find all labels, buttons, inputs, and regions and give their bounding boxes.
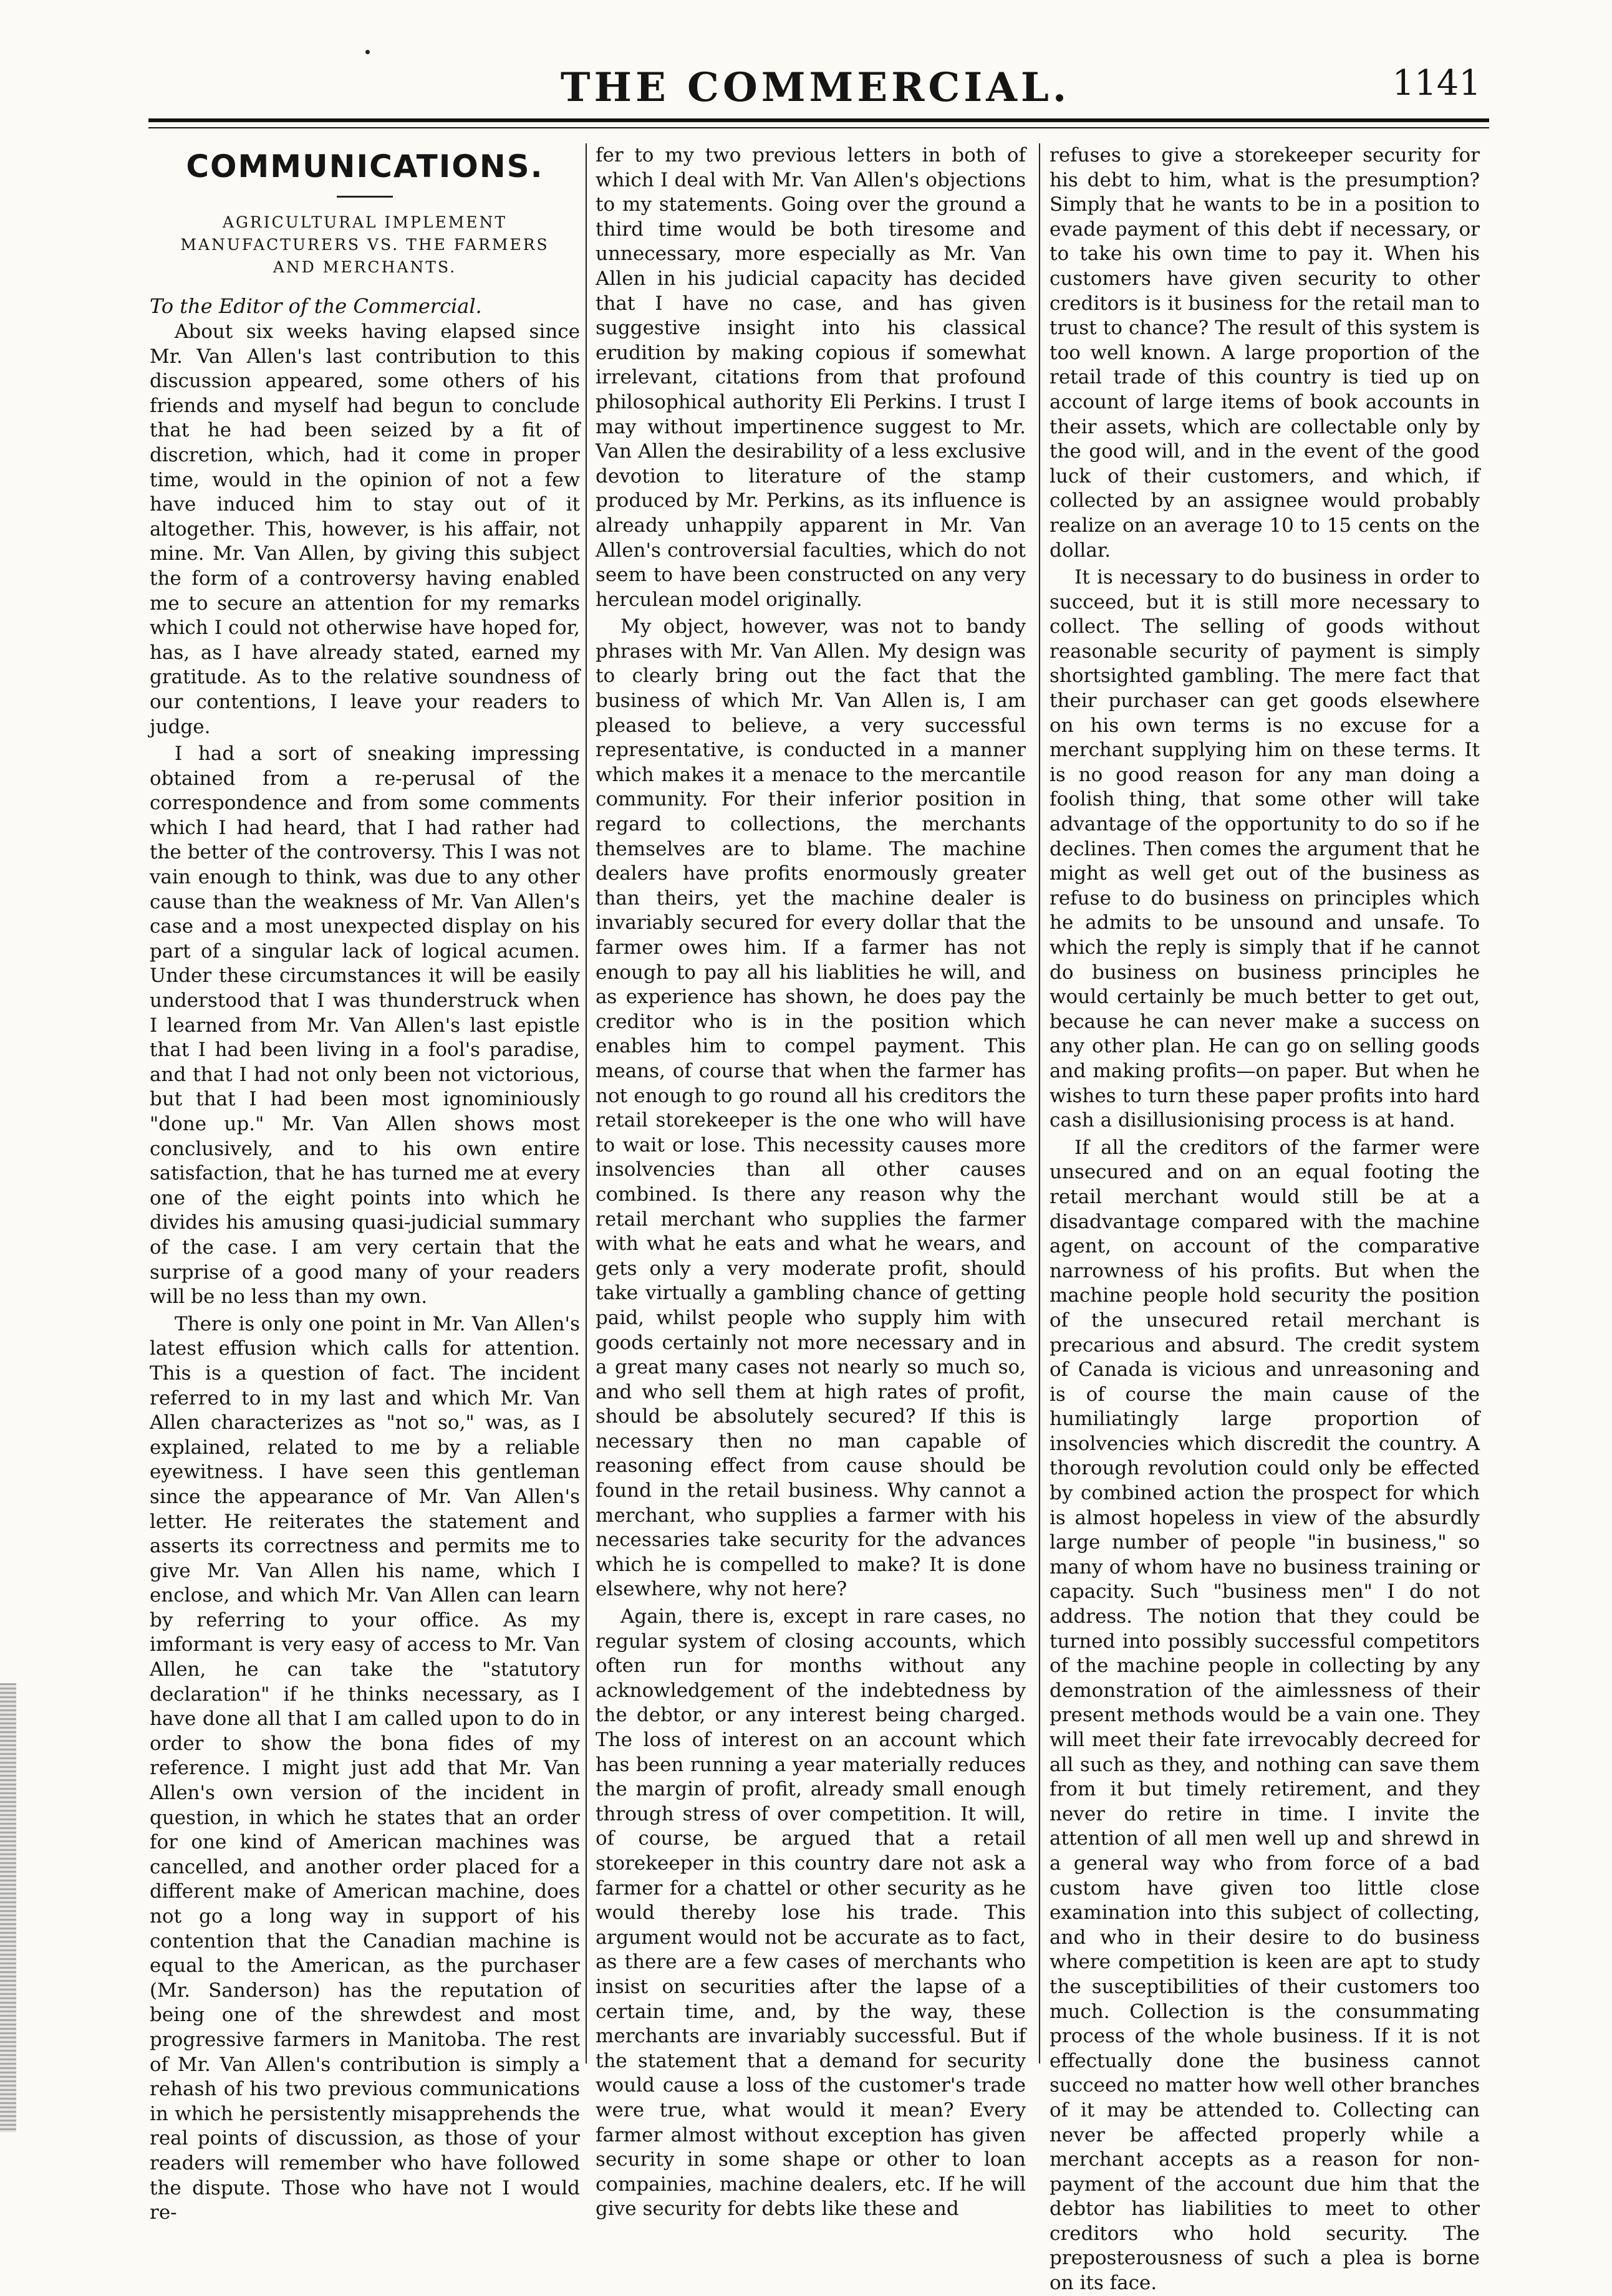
header-rule-thick (148, 118, 1489, 122)
paragraph: Again, there is, except in rare cases, no regular system of closing accounts, which often run for months without any acknowledgement of the indebtedness by the debtor, or any interest being charged. The loss of interest on an account which has been running a year materially reduces the margin of profit, already small enough through stress of over competition. It will, of course, be argued that a retail storekeeper in this country dare not ask a farmer for a chattel or other security as he would thereby lose his trade. This argument would not be accurate as to fact, as there are a few cases of merchants who insist on securities after the lapse of a certain time, and, by the way, these merchants are invariably successful. But if the statement that a demand for security would cause a loss of the customer's trade were true, what would it mean? Every farmer almost without exception has given security in some shape or other to loan compainies, machine dealers, etc. If he will give security for debts like these and (596, 1605, 1026, 2221)
paragraph: fer to my two previous letters in both of which I deal with Mr. Van Allen's objections to my statements. Going over the ground a third time would be both tiresome and unnecessary, more especially as Mr. Van Allen in his judicial capacity has decided that I have no case, and has given suggestive insight into his classical erudition by making copious if somewhat irrelevant, citations from that profound philosophical authority Eli Perkins. I trust I may without impertinence suggest to Mr. Van Allen the desirability of a less exclusive devotion to literature of the stamp produced by Mr. Perkins, as its influence is already unhappily apparent in Mr. Van Allen's controversial faculties, which do not seem to have been constructed on any very herculean model originally. (596, 144, 1026, 611)
paragraph: There is only one point in Mr. Van Allen's latest effusion which calls for attention. This is a question of fact. The incident referred to in my last and which Mr. Van Allen characterizes as "not so," was, as I explained, related to me by a reliable eyewitness. I have seen this gentleman since the appearance of Mr. Van Allen's letter. He reiterates the statement and asserts its correctness and permits me to give Mr. Van Allen his name, which I enclose, and which Mr. Van Allen can learn by referring to your office. As my imformant is very easy of access to Mr. Van Allen, he can take the "statutory declaration" if he thinks necessary, as I have done all that I am called upon to do in order to show the bona fides of my reference. I might just add that Mr. Van Allen's own version of the incident in question, in which he states that an order for one kind of American machines was cancelled, and another order placed for a different make of American machine, does not go a long way in support of his contention that the Canadian machine is equal to the American, as the purchaser (Mr. Sanderson) has the reputation of being one of the shrewdest and most progressive farmers in Manitoba. The rest of Mr. Van Allen's contribution is simply a rehash of his two previous communications in which he persistently misapprehends the real points of discussion, as those of your readers will remember who have followed the dispute. Those who have not I would re- (150, 1312, 580, 2224)
paragraph: My object, however, was not to bandy phrases with Mr. Van Allen. My design was to clearly bring out the fact that the business of which Mr. Van Allen is, I am pleased to believe, a very successful representative, is conducted in a manner which makes it a menace to the mercantile community. For their inferior position in regard to collections, the merchants themselves are to blame. The machine dealers have profits enormously greater than theirs, yet the machine dealer is invariably secured for every dollar that the farmer owes him. If a farmer has not enough to pay all his liablities he will, and as experience has shown, he does pay the creditor who is in the position which enables him to compel payment. This means, of course that when the farmer has not enough to go round all his creditors the retail storekeeper is the one who will have to wait or lose. This necessity causes more insolvencies than all other causes combined. Is there any reason why the retail merchant who supplies the farmer with what he eats and what he wears, and gets only a very moderate profit, should take virtually a gambling chance of getting paid, whilst people who supply him with goods certainly not more necessary and in a great many cases not nearly so much so, and who sell them at high rates of profit, should be absolutely secured? If this is necessary then no man capable of reasoning effect from cause should be found in the retail business. Why cannot a merchant, who supplies a farmer with his necessaries take security for the advances which he is compelled to make? It is done elsewhere, why not here? (596, 615, 1026, 1601)
header-rule-thin (148, 127, 1489, 128)
page-edge-shadow (0, 1683, 16, 2132)
page-number: 1141 (1392, 63, 1481, 103)
paragraph: If all the creditors of the farmer were unsecured and on an equal footing the retail merchant would still be at a disadvantage compared with the machine agent, on account of the comparative narrowness of his profits. But when the machine people hold security the position of the unsecured retail merchant is precarious and absurd. The credit system of Canada is vicious and unreasoning and is of course the main cause of the humiliatingly large proportion of insolvencies which discredit the country. A thorough revolution could only be effected by combined action the prospect for which is almost hopeless in view of the absurdly large number of people "in business," so many of whom have no business training or capacity. Such "business men" I do not address. The notion that they could be turned into possibly successful competitors of the machine people in collecting by any demonstration of the aimlessness of their present methods would be a vain one. They will meet their fate irrevocably decreed for all such as they, and nothing can save them from it but timely retirement, and they never do retire in time. I invite the attention of all men well up and shrewd in a general way who from force of a bad custom have given too little close examination into this subject of collecting, and who in their desire to do business where competition is keen are apt to study the susceptibilities of their customers too much. Collection is the consummating process of the whole business. If it is not effectually done the business cannot succeed no matter how well other branches of it may be attended to. Collecting can never be affected properly while a merchant accepts as a reason for non-payment of the account due him that the debtor has liabilities to meet to other creditors who hold security. The preposterousness of such a plea is borne on its face. (1050, 1136, 1480, 2295)
column-divider (586, 143, 587, 2063)
page-header (143, 59, 1487, 109)
section-heading: COMMUNICATIONS. (186, 148, 544, 185)
column-2 (596, 143, 1026, 2221)
paragraph: About six weeks having elapsed since Mr. Van Allen's last contribution to this discussion appeared, some others of his friends and myself had begun to conclude that he had been seized by a fit of discretion, which, had it come in proper time, would in the opinion of not a few have induced him to stay out of it altogether. This, however, is his affair, not mine. Mr. Van Allen, by giving this subject the form of a controversy having enabled me to secure an attention for my remarks which I could not otherwise have hoped for, has, as I have already stated, earned my gratitude. As to the relative soundness of our contentions, I leave your readers to judge. (150, 320, 580, 738)
column-divider (1039, 143, 1040, 2063)
column-1 (150, 143, 580, 2224)
article-subhead: AGRICULTURAL IMPLEMENT MANUFACTURERS VS. THE FARMERS AND MERCHANTS. (180, 213, 549, 276)
masthead: THE COMMERCIAL. (560, 64, 1071, 111)
print-speck (365, 50, 370, 54)
salutation: To the Editor of the Commercial. (150, 294, 482, 318)
paragraph: I had a sort of sneaking impressing obtained from a re-perusal of the correspondence and from some comments which I had heard, that I had rather had the better of the controversy. This I was not vain enough to think, was due to any other cause than the weakness of Mr. Van Allen's case and a most unexpected display on his part of a singular lack of logical acumen. Under these circumstances it will be easily understood that I was thunderstruck when I learned from Mr. Van Allen's last epistle that I had been living in a fool's paradise, and that I had not only been not victorious, but that I had been most ignominiously "done up." Mr. Van Allen shows most conclusively, and to his own entire satisfaction, that he has turned me at every one of the eight points into which he divides his amusing quasi-judicial summary of the case. I am very certain that the surprise of a good many of your readers will be no less than my own. (150, 742, 580, 1309)
paragraph: refuses to give a storekeeper security for his debt to him, what is the presumption? Simply that he wants to be in a position to evade payment of this debt if necessary, or to take his own time to pay it. When his customers have given security to other creditors is it business for the retail man to trust to chance? The result of this system is too well known. A large proportion of the retail trade of this country is tied up on account of large items of book accounts in their assets, which are collectable only by the good will, and in the event of the good luck of their customers, and which, if collected by an assignee would probably realize on an average 10 to 15 cents on the dollar. (1050, 144, 1480, 562)
paragraph: It is necessary to do business in order to succeed, but it is still more necessary to collect. The selling of goods without reasonable security of payment is simply shortsighted gambling. The mere fact that their purchaser can get goods elsewhere on his own terms is no excuse for a merchant supplying him on these terms. It is no good reason for any man doing a foolish thing, that some other will take advantage of the opportunity to do so if he declines. Then comes the argument that he might as well get out of the business as refuse to do business on principles which he admits to be unsound and unsafe. To which the reply is simply that if he cannot do business on business principles he would certainly be much better to get out, because he can never make a success on any other plan. He can go on selling goods and making profits—on paper. But when he wishes to turn these paper profits into hard cash a disillusionising process is at hand. (1050, 566, 1480, 1132)
column-3 (1050, 143, 1480, 2295)
heading-rule (337, 196, 393, 198)
